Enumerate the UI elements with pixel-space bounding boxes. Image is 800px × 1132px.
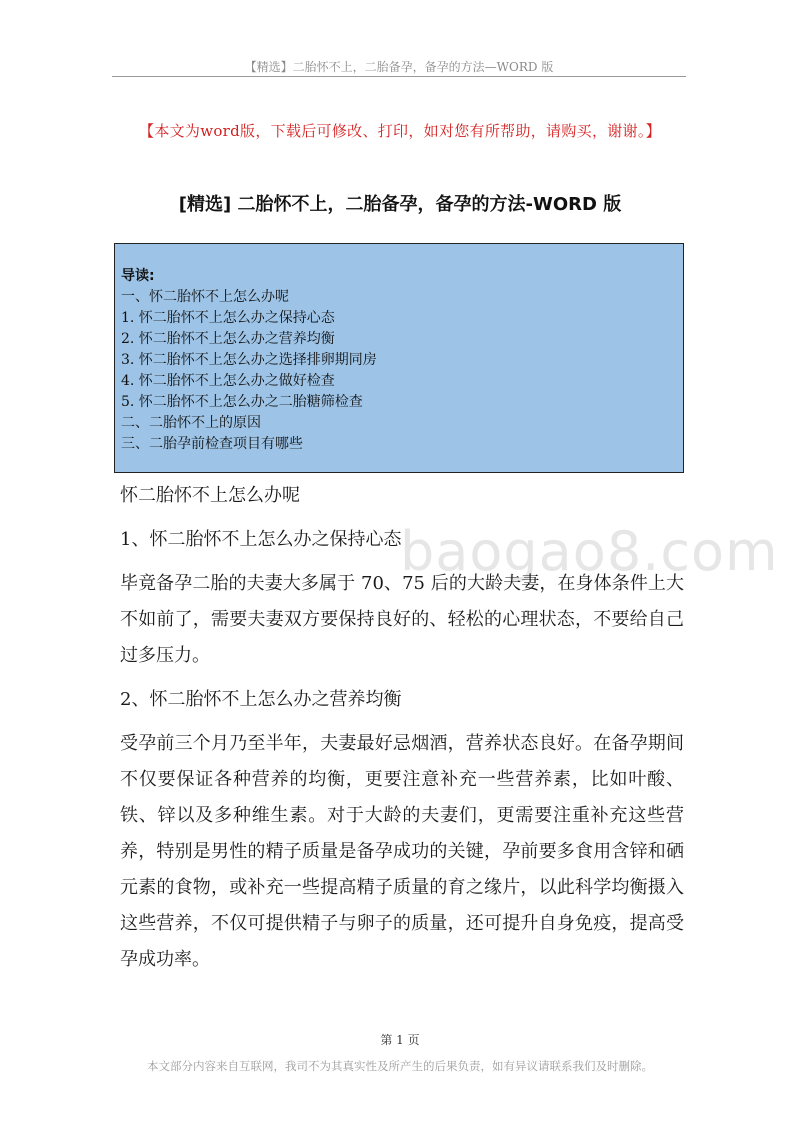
toc-item: 4. 怀二胎怀不上怎么办之做好检查 [121, 373, 335, 389]
toc-heading: 导读: [121, 268, 155, 284]
toc-item: 1. 怀二胎怀不上怎么办之保持心态 [121, 310, 335, 326]
watermark: baogao8.com [400, 520, 779, 583]
header-divider [112, 76, 686, 77]
toc-item: 3. 怀二胎怀不上怎么办之选择排卵期同房 [121, 352, 377, 368]
page-number: 第 1 页 [380, 1033, 420, 1047]
section-heading: 怀二胎怀不上怎么办呢 [120, 485, 300, 506]
toc-item: 2. 怀二胎怀不上怎么办之营养均衡 [121, 331, 335, 347]
table-of-contents-box [114, 243, 684, 473]
running-header: 【精选】二胎怀不上，二胎备孕，备孕的方法—WORD 版 [244, 60, 554, 74]
subsection-heading: 1、怀二胎怀不上怎么办之保持心态 [120, 529, 402, 550]
footer-disclaimer: 本文部分内容来自互联网，我司不为其真实性及所产生的后果负责，如有异议请联系我们及时删除。 [147, 1059, 653, 1073]
toc-item: 三、二胎孕前检查项目有哪些 [121, 436, 303, 452]
article-body [120, 478, 684, 986]
document-title: [精选] 二胎怀不上，二胎备孕，备孕的方法-WORD 版 [178, 194, 622, 215]
toc-item: 5. 怀二胎怀不上怎么办之二胎糖筛检查 [121, 394, 363, 410]
purchase-notice: 【本文为word版，下载后可修改、打印，如对您有所帮助，请购买，谢谢。】 [139, 122, 661, 140]
toc-item: 一、怀二胎怀不上怎么办呢 [121, 289, 289, 305]
toc-item: 二、二胎怀不上的原因 [121, 415, 261, 431]
subsection-heading: 2、怀二胎怀不上怎么办之营养均衡 [120, 689, 402, 710]
paragraph: 受孕前三个月乃至半年，夫妻最好忌烟酒，营养状态良好。在备孕期间不仅要保证各种营养的均衡，更要注意补充一些营养素，比如叶酸、铁、锌以及多种维生素。对于大龄的夫妻们，更需要注重补充这些营养，特别是男性的精子质量是备孕成功的关键，孕前要多食用含锌和硒元素的食物，或补充一些提高精子质量的育之缘片，以此科学均衡摄入这些营养，不仅可提供精子与卵子的质量，还可提升自身免疫，提高受孕成功率。 [120, 733, 684, 970]
paragraph: 毕竟备孕二胎的夫妻大多属于 70、75 后的大龄夫妻，在身体条件上大不如前了，需要夫妻双方要保持良好的、轻松的心理状态，不要给自己过多压力。 [120, 573, 684, 666]
